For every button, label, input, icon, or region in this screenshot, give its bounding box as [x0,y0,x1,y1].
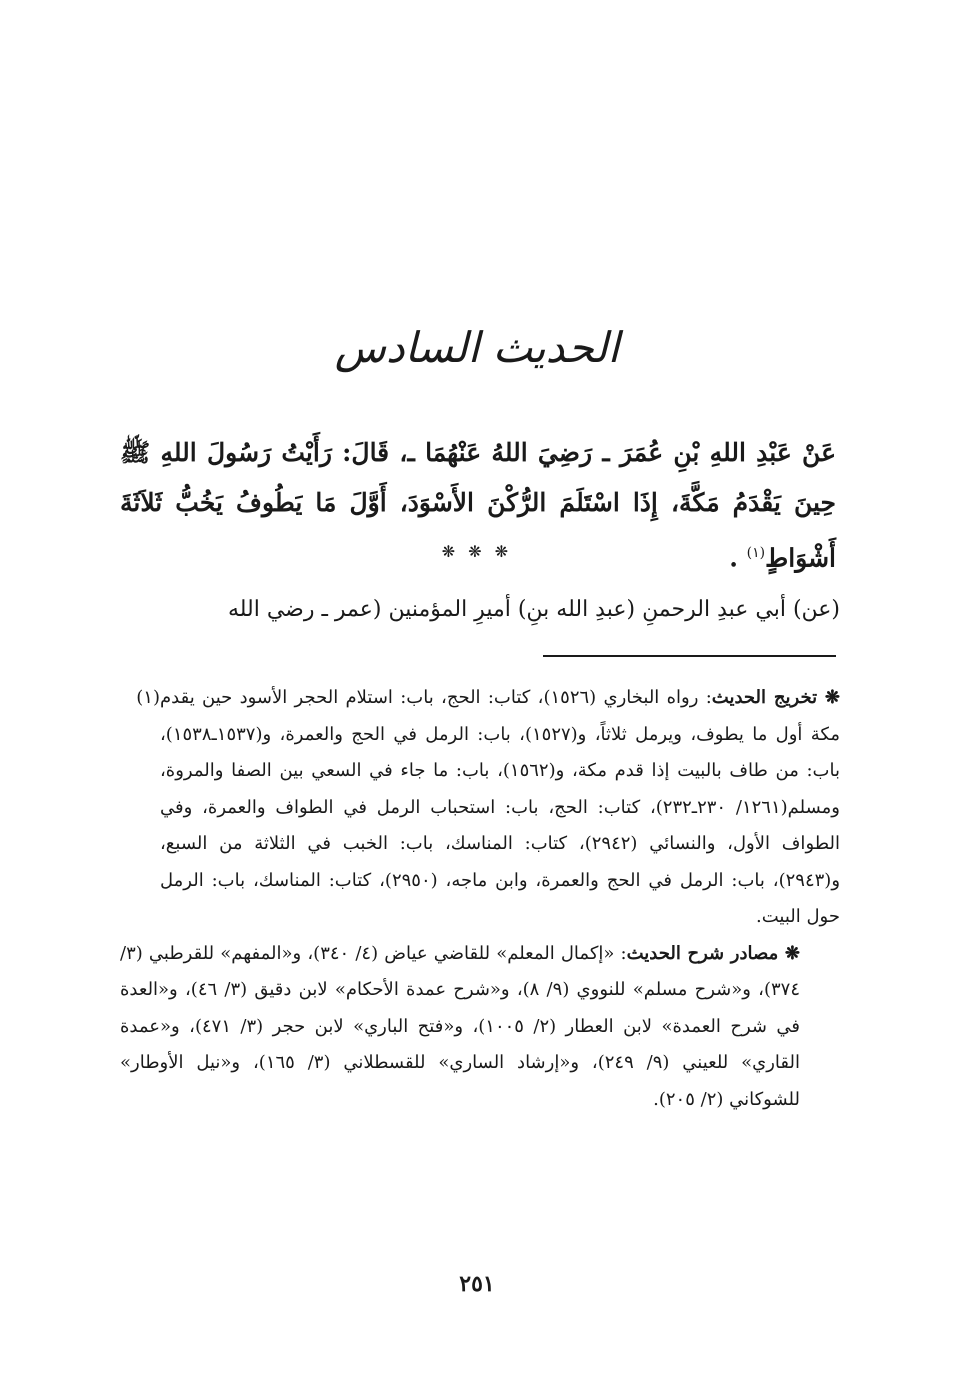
section-title: الحديث السادس [334,323,620,372]
page-number: ٢٥١ [459,1271,495,1297]
footnotes [120,680,840,1118]
footnote-marker: (١) [746,545,766,561]
takhrij-paragraph [160,680,840,936]
separator-stars: ❋ ❋ ❋ [441,542,513,561]
masadir-label: ❋ مصادر شرح الحديث [626,942,800,964]
takhrij-text: : رواه البخاري (١٥٢٦)، كتاب: الحج، باب: استلام الحجر الأسود حين يقدم مكة أول ما يطوف، ويرمل ثلاثاً، و(١٥٢٧)، باب: الرمل في الحج والعمرة، و(١٥٣٧ـ١٥٣٨)، باب: من طاف بالبيت إذا قدم مكة، و(١٥٦٢)، باب: ما جاء في السعي بين الصفا والمروة، ومسلم(١٢٦١/ ٢٣٠ـ٢٣٢)، كتاب: الحج، باب: استحباب الرمل في الطواف والعمرة، وفي الطواف الأول، والنسائي (٢٩٤٢)، كتاب: المناسك، باب: الخبب في الثلاثة من السبع، و(٢٩٤٣)، باب: الرمل في الحج والعمرة، وابن ماجه، (٢٩٥٠)، كتاب: المناسك، باب: الرمل حول البيت. [160,687,841,927]
footnote-masadir [120,936,800,1119]
takhrij-label: ❋ تخريج الحديث [711,687,841,708]
hadith-end: . [729,543,747,573]
narrator-line: (عن) أبي عبدِ الرحمنِ (عبدِ الله بنِ) أميرِ المؤمنين (عمر ـ رضي الله [227,597,840,622]
footnote-number: (١) [136,687,160,708]
masadir-text: : «إكمال المعلم» للقاضي عياض (٤/ ٣٤٠)، و«المفهم» للقرطبي (٣/ ٣٧٤)، و«شرح مسلم» للنووي (٩/ ٨)، و«شرح عمدة الأحكام» لابن دقيق (٣/ ٤٦)، و«العدة في شرح العمدة» لابن العطار (٢/ ١٠٠٥)، و«فتح الباري» لابن حجر (٣/ ٤٧١)، و«عمدة القاري» للعيني (٩/ ٢٤٩)، و«إرشاد الساري» للقسطلاني (٣/ ١٦٥)، و«نيل الأوطار» للشوكاني (٢/ ٢٠٥). [120,942,801,1110]
footnote-rule [543,655,836,657]
footnote-takhrij [120,680,840,936]
hadith-body: عَنْ عَبْدِ اللهِ بْنِ عُمَرَ ـ رَضِيَ اللهُ عَنْهُمَا ـ، قَالَ: رَأَيْتُ رَسُولَ اللهِ ﷺ حِينَ يَقْدَمُ مَكَّةَ، إِذَا اسْتَلَمَ الرُّكْنَ الأَسْوَدَ، أَوَّلَ مَا يَطُوفُ يَخُبُّ ثَلاَثَةَ أَشْوَاطٍ [120,438,836,573]
